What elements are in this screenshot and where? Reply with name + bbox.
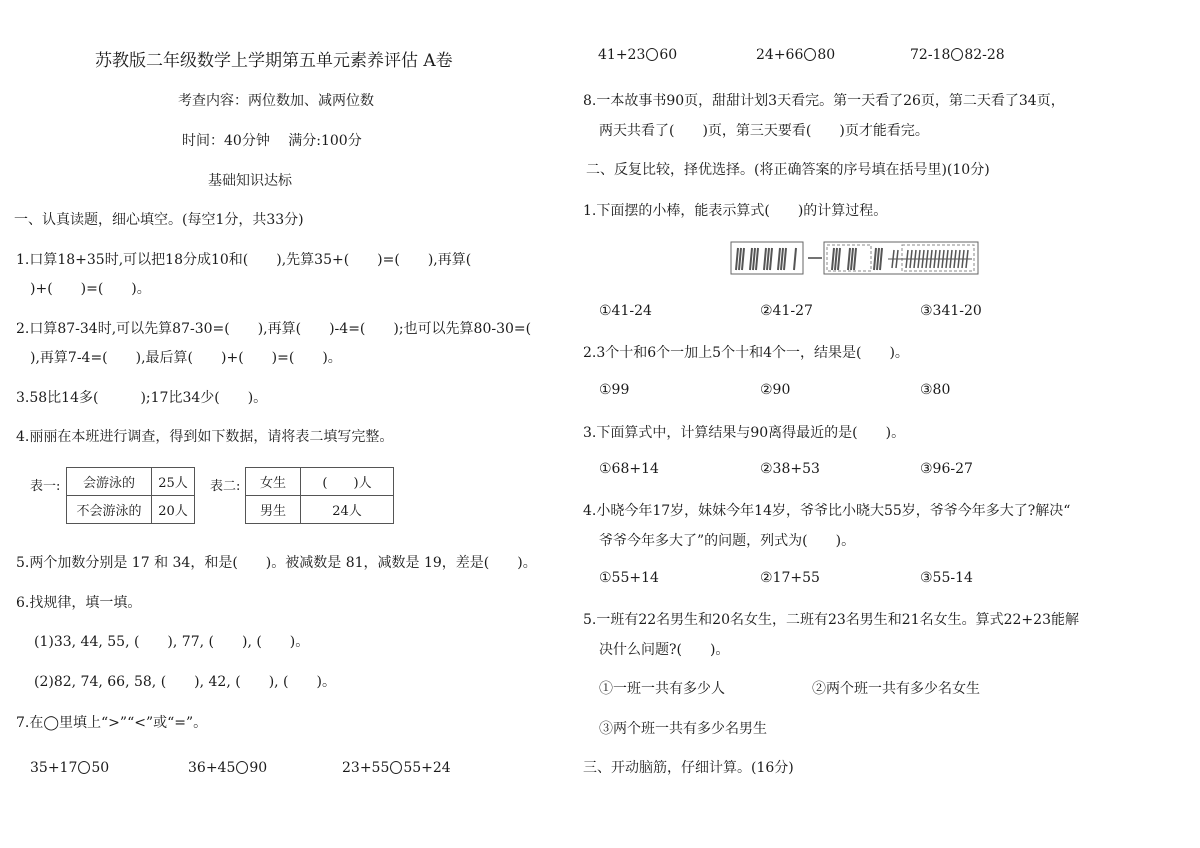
compare-right: 82-28 — [964, 47, 1005, 63]
q2-line2: ),再算7-4=( ),最后算( )+( )=( )。 — [30, 350, 342, 366]
mc1-opt-2: ②41-27 — [760, 303, 813, 319]
q7-item-5 — [756, 47, 835, 63]
compare-left: 24+66 — [756, 47, 804, 63]
q4: 4.丽丽在本班进行调查，得到如下数据，请将表二填写完整。 — [16, 429, 394, 445]
mc5-opt-2: ②两个班一共有多少名女生 — [812, 681, 980, 697]
compare-circle[interactable] — [804, 48, 816, 61]
mc5-line1: 5.一班有22名男生和20名女生，二班有23名男生和21名女生。算式22+23能解 — [583, 612, 1079, 628]
table1 — [66, 467, 195, 524]
table-cell: 女生 — [246, 468, 301, 496]
mc1-opt-3: ③341-20 — [920, 303, 982, 319]
mc5-opt-1: ①一班一共有多少人 — [599, 681, 725, 697]
table-cell: 不会游泳的 — [67, 496, 152, 524]
section1-heading: 一、认真读题，细心填空。(每空1分，共33分) — [14, 212, 304, 228]
q7-item-3 — [342, 760, 451, 776]
table2-label: 表二: — [210, 479, 241, 494]
q7-item-2 — [188, 760, 267, 776]
compare-left: 36+45 — [188, 760, 236, 776]
compare-right: 50 — [91, 760, 110, 776]
mc1-opt-1: ①41-24 — [599, 303, 652, 319]
mc4-line1: 4.小晓今年17岁，妹妹今年14岁，爷爷比小晓大55岁，爷爷今年多大了?解决“ — [583, 503, 1071, 519]
compare-circle[interactable] — [390, 761, 402, 774]
compare-left: 23+55 — [342, 760, 390, 776]
compare-left: 41+23 — [598, 47, 646, 63]
q2-line1: 2.口算87-34时,可以先算87-30=( ),再算( )-4=( );也可以先算80-30=( — [16, 321, 532, 337]
compare-right: 60 — [659, 47, 678, 63]
compare-circle[interactable] — [646, 48, 658, 61]
content-scope: 考查内容：两位数加、减两位数 — [178, 93, 374, 109]
q7-item-4 — [598, 47, 677, 63]
compare-right: 90 — [249, 760, 268, 776]
mc3-opt-2: ②38+53 — [760, 461, 820, 477]
table-cell: 20人 — [152, 496, 195, 524]
q8-line1: 8.一本故事书90页，甜甜计划3天看完。第一天看了26页，第二天看了34页， — [583, 93, 1065, 109]
time-score: 时间：40分钟 满分:100分 — [182, 133, 362, 149]
q6-part2: (2)82, 74, 66, 58, ( ), 42, ( ), ( )。 — [34, 674, 336, 690]
table-cell: 会游泳的 — [67, 468, 152, 496]
q3: 3.58比14多( );17比34少( )。 — [16, 390, 268, 406]
mc3: 3.下面算式中，计算结果与90离得最近的是( )。 — [583, 425, 906, 441]
table-row — [67, 468, 195, 496]
mc2-opt-2: ②90 — [760, 382, 791, 398]
compare-right: 80 — [817, 47, 836, 63]
table-row — [246, 468, 394, 496]
compare-circle[interactable] — [78, 761, 90, 774]
mc2: 2.3个十和6个一加上5个十和4个一，结果是( )。 — [583, 345, 909, 361]
q7-item-1 — [30, 760, 109, 776]
table-cell: 男生 — [246, 496, 301, 524]
mc4-opt-2: ②17+55 — [760, 570, 820, 586]
exam-title: 苏教版二年级数学上学期第五单元素养评估 A卷 — [95, 51, 453, 71]
compare-right: 55+24 — [403, 760, 451, 776]
section2-heading: 二、反复比较，择优选择。(将正确答案的序号填在括号里)(10分) — [586, 162, 990, 178]
mc5-opt-3: ③两个班一共有多少名男生 — [599, 721, 767, 737]
q5: 5.两个加数分别是 17 和 34，和是( )。被减数是 81，减数是 19，差是( )。 — [16, 555, 537, 571]
section3-heading: 三、开动脑筋，仔细计算。(16分) — [583, 760, 794, 776]
compare-left: 35+17 — [30, 760, 78, 776]
mc5-line2: 决什么问题?( )。 — [599, 642, 730, 658]
mc2-opt-1: ①99 — [599, 382, 630, 398]
compare-left: 72-18 — [910, 47, 951, 63]
mc1: 1.下面摆的小棒，能表示算式( )的计算过程。 — [583, 203, 888, 219]
q7-item-6 — [910, 47, 1005, 63]
sub-heading: 基础知识达标 — [208, 173, 292, 189]
q1-line1: 1.口算18+35时,可以把18分成10和( ),先算35+( )=( ),再算( — [16, 252, 472, 268]
compare-circle[interactable] — [236, 761, 248, 774]
q8-line2: 两天共看了( )页，第三天要看( )页才能看完。 — [599, 123, 929, 139]
mc2-opt-3: ③80 — [920, 382, 951, 398]
compare-circle[interactable] — [951, 48, 963, 61]
table2 — [245, 467, 394, 524]
table-cell: 24人 — [301, 496, 394, 524]
table-cell: ( )人 — [301, 468, 394, 496]
q7: 7.在◯里填上“>”“<”或“=”。 — [16, 715, 208, 731]
mc4-opt-1: ①55+14 — [599, 570, 659, 586]
table-cell: 25人 — [152, 468, 195, 496]
mc3-opt-1: ①68+14 — [599, 461, 659, 477]
sticks-diagram — [730, 240, 980, 276]
table-row — [246, 496, 394, 524]
q6: 6.找规律，填一填。 — [16, 595, 142, 611]
mc3-opt-3: ③96-27 — [920, 461, 973, 477]
q6-part1: (1)33, 44, 55, ( ), 77, ( ), ( )。 — [34, 634, 310, 650]
table-row — [67, 496, 195, 524]
mc4-opt-3: ③55-14 — [920, 570, 973, 586]
table1-label: 表一: — [30, 479, 61, 494]
q1-line2: )+( )=( )。 — [16, 281, 151, 297]
mc4-line2: 爷爷今年多大了”的问题，列式为( )。 — [599, 533, 856, 549]
